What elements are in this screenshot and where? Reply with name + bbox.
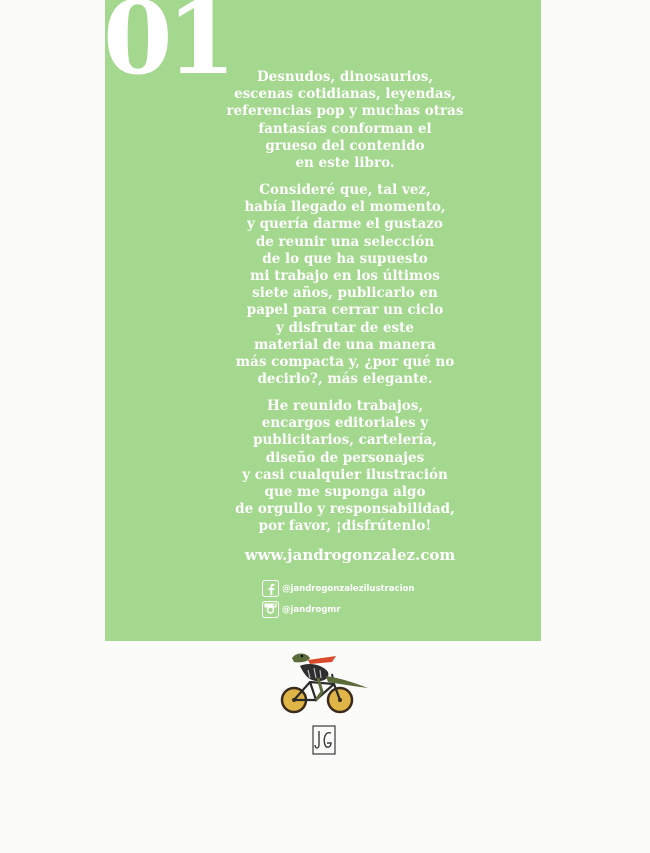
text-line: Desnudos, dinosaurios, <box>256 69 434 85</box>
chapter-number: 01 <box>103 0 231 97</box>
text-line: fantasías conforman el <box>258 120 432 137</box>
paragraph-1 <box>215 69 475 172</box>
paragraph-3 <box>215 398 475 536</box>
text-line: de lo que ha supuesto <box>262 250 428 267</box>
website-url: www.jandrogonzalez.com <box>244 546 456 564</box>
instagram-link <box>262 601 340 618</box>
text-line: y casi cualquier ilustración <box>242 466 448 483</box>
text-line: y quería darme el gustazo <box>247 216 443 233</box>
text-line: de orgullo y responsabilidad, <box>235 501 455 518</box>
facebook-handle: @jandrogonzalezilustracion <box>282 583 415 594</box>
text-line: referencias pop y muchas otras <box>226 103 464 120</box>
text-line: decirlo?, más elegante. <box>257 371 433 388</box>
text-line: escenas cotidianas, leyendas, <box>234 86 456 103</box>
paragraph-2 <box>215 182 475 388</box>
facebook-icon <box>262 580 279 597</box>
text-line: había llegado el momento, <box>244 199 446 216</box>
cyclist-dinosaur-illustration <box>278 648 378 720</box>
text-line: que me suponga algo <box>264 484 426 501</box>
facebook-link <box>262 580 414 597</box>
text-line: publicitarios, cartelería, <box>253 432 437 449</box>
text-line: Consideré que, tal vez, <box>259 182 431 198</box>
instagram-handle: @jandrogmr <box>282 604 341 615</box>
text-line: en este libro. <box>295 155 395 172</box>
instagram-icon <box>262 601 279 618</box>
text-line: material de una manera <box>254 336 436 353</box>
text-line: siete años, publicarlo en <box>252 285 438 302</box>
text-line: papel para cerrar un ciclo <box>246 302 444 319</box>
text-line: más compacta y, ¿por qué no <box>235 354 455 371</box>
text-line: de reunir una selección <box>255 233 435 250</box>
text-line: por favor, ¡disfrútenlo! <box>258 518 432 535</box>
text-line: He reunido trabajos, <box>266 398 424 414</box>
signature-stamp <box>312 725 336 755</box>
text-line: encargos editoriales y <box>261 415 429 432</box>
text-line: grueso del contenido <box>265 137 425 154</box>
text-line: mi trabajo en los últimos <box>250 268 440 285</box>
text-line: y disfrutar de este <box>276 319 414 336</box>
text-line: diseño de personajes <box>265 449 425 466</box>
